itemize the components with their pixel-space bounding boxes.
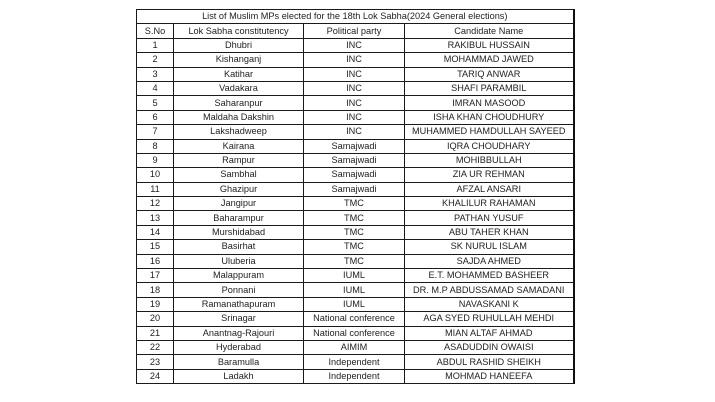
cell-party: IUML [304,283,405,297]
cell-constituency: Jangipur [174,197,304,211]
cell-party: IUML [304,297,405,311]
cell-candidate: KHALILUR RAHAMAN [405,197,574,211]
cell-candidate: ASADUDDIN OWAISI [405,340,574,354]
cell-sno: 14 [137,225,174,239]
table-row [137,153,574,167]
table-row [137,110,574,124]
cell-party: Samajwadi [304,139,405,153]
cell-candidate: DR. M.P ABDUSSAMAD SAMADANI [405,283,574,297]
table-row [137,67,574,81]
cell-sno: 4 [137,81,174,95]
cell-candidate: ABU TAHER KHAN [405,225,574,239]
cell-party: INC [304,38,405,52]
cell-sno: 18 [137,283,174,297]
cell-sno: 24 [137,369,174,383]
cell-constituency: Baramulla [174,355,304,369]
table-row [137,168,574,182]
cell-constituency: Ghazipur [174,182,304,196]
table-header-row [137,24,574,38]
cell-party: IUML [304,269,405,283]
cell-party: Samajwadi [304,153,405,167]
table-row [137,254,574,268]
cell-candidate: TARIQ ANWAR [405,67,574,81]
cell-constituency: Maldaha Dakshin [174,110,304,124]
cell-constituency: Rampur [174,153,304,167]
cell-party: INC [304,110,405,124]
cell-constituency: Basirhat [174,240,304,254]
cell-sno: 20 [137,312,174,326]
cell-sno: 11 [137,182,174,196]
cell-party: TMC [304,211,405,225]
cell-sno: 22 [137,340,174,354]
cell-constituency: Ramanathapuram [174,297,304,311]
cell-party: Samajwadi [304,168,405,182]
table-row [137,297,574,311]
table-row [137,211,574,225]
table-row [137,240,574,254]
cell-candidate: ZIA UR REHMAN [405,168,574,182]
cell-constituency: Ponnani [174,283,304,297]
table-body [137,38,574,383]
cell-party: INC [304,125,405,139]
table-row [137,81,574,95]
cell-sno: 7 [137,125,174,139]
cell-sno: 21 [137,326,174,340]
cell-sno: 1 [137,38,174,52]
cell-sno: 5 [137,96,174,110]
mps-table-container [136,9,573,384]
cell-sno: 16 [137,254,174,268]
cell-constituency: Murshidabad [174,225,304,239]
cell-sno: 12 [137,197,174,211]
cell-candidate: MOHAMMAD JAWED [405,53,574,67]
table-row [137,53,574,67]
cell-party: AIMIM [304,340,405,354]
cell-constituency: Lakshadweep [174,125,304,139]
cell-constituency: Dhubri [174,38,304,52]
table-row [137,96,574,110]
cell-constituency: Anantnag-Rajouri [174,326,304,340]
muslim-mps-table [136,9,575,384]
table-title-row [137,10,574,24]
cell-constituency: Malappuram [174,269,304,283]
cell-constituency: Kairana [174,139,304,153]
cell-sno: 13 [137,211,174,225]
cell-party: INC [304,53,405,67]
cell-candidate: SK NURUL ISLAM [405,240,574,254]
cell-constituency: Uluberia [174,254,304,268]
cell-candidate: SAJDA AHMED [405,254,574,268]
header-party: Political party [304,24,405,38]
cell-candidate: ISHA KHAN CHOUDHURY [405,110,574,124]
cell-sno: 3 [137,67,174,81]
cell-candidate: ABDUL RASHID SHEIKH [405,355,574,369]
cell-party: INC [304,96,405,110]
cell-candidate: RAKIBUL HUSSAIN [405,38,574,52]
table-row [137,326,574,340]
cell-constituency: Sambhal [174,168,304,182]
cell-constituency: Katihar [174,67,304,81]
cell-party: Independent [304,369,405,383]
table-row [137,269,574,283]
table-row [137,355,574,369]
cell-sno: 2 [137,53,174,67]
cell-party: INC [304,81,405,95]
cell-party: Samajwadi [304,182,405,196]
table-row [137,283,574,297]
cell-candidate: AFZAL ANSARI [405,182,574,196]
cell-constituency: Baharampur [174,211,304,225]
table-row [137,38,574,52]
cell-constituency: Ladakh [174,369,304,383]
cell-sno: 9 [137,153,174,167]
cell-constituency: Hyderabad [174,340,304,354]
cell-party: TMC [304,254,405,268]
cell-sno: 10 [137,168,174,182]
cell-sno: 23 [137,355,174,369]
cell-sno: 17 [137,269,174,283]
cell-candidate: AGA SYED RUHULLAH MEHDI [405,312,574,326]
cell-party: National conference [304,312,405,326]
cell-party: TMC [304,197,405,211]
cell-candidate: MUHAMMED HAMDULLAH SAYEED [405,125,574,139]
table-row [137,139,574,153]
cell-party: INC [304,67,405,81]
cell-party: National conference [304,326,405,340]
cell-party: Independent [304,355,405,369]
cell-candidate: MIAN ALTAF AHMAD [405,326,574,340]
header-candidate: Candidate Name [405,24,574,38]
header-sno: S.No [137,24,174,38]
table-row [137,369,574,383]
cell-candidate: SHAFI PARAMBIL [405,81,574,95]
table-row [137,340,574,354]
cell-constituency: Saharanpur [174,96,304,110]
cell-sno: 8 [137,139,174,153]
cell-party: TMC [304,240,405,254]
cell-candidate: PATHAN YUSUF [405,211,574,225]
cell-candidate: MOHMAD HANEEFA [405,369,574,383]
cell-candidate: E.T. MOHAMMED BASHEER [405,269,574,283]
cell-candidate: IMRAN MASOOD [405,96,574,110]
cell-sno: 6 [137,110,174,124]
header-constituency: Lok Sabha constitutency [174,24,304,38]
table-row [137,197,574,211]
cell-constituency: Srinagar [174,312,304,326]
table-row [137,225,574,239]
table-row [137,125,574,139]
cell-constituency: Vadakara [174,81,304,95]
cell-constituency: Kishanganj [174,53,304,67]
cell-candidate: NAVASKANI K [405,297,574,311]
table-row [137,312,574,326]
cell-sno: 15 [137,240,174,254]
cell-candidate: IQRA CHOUDHARY [405,139,574,153]
table-title: List of Muslim MPs elected for the 18th Lok Sabha(2024 General elections) [137,10,574,24]
cell-party: TMC [304,225,405,239]
table-row [137,182,574,196]
cell-sno: 19 [137,297,174,311]
cell-candidate: MOHIBBULLAH [405,153,574,167]
